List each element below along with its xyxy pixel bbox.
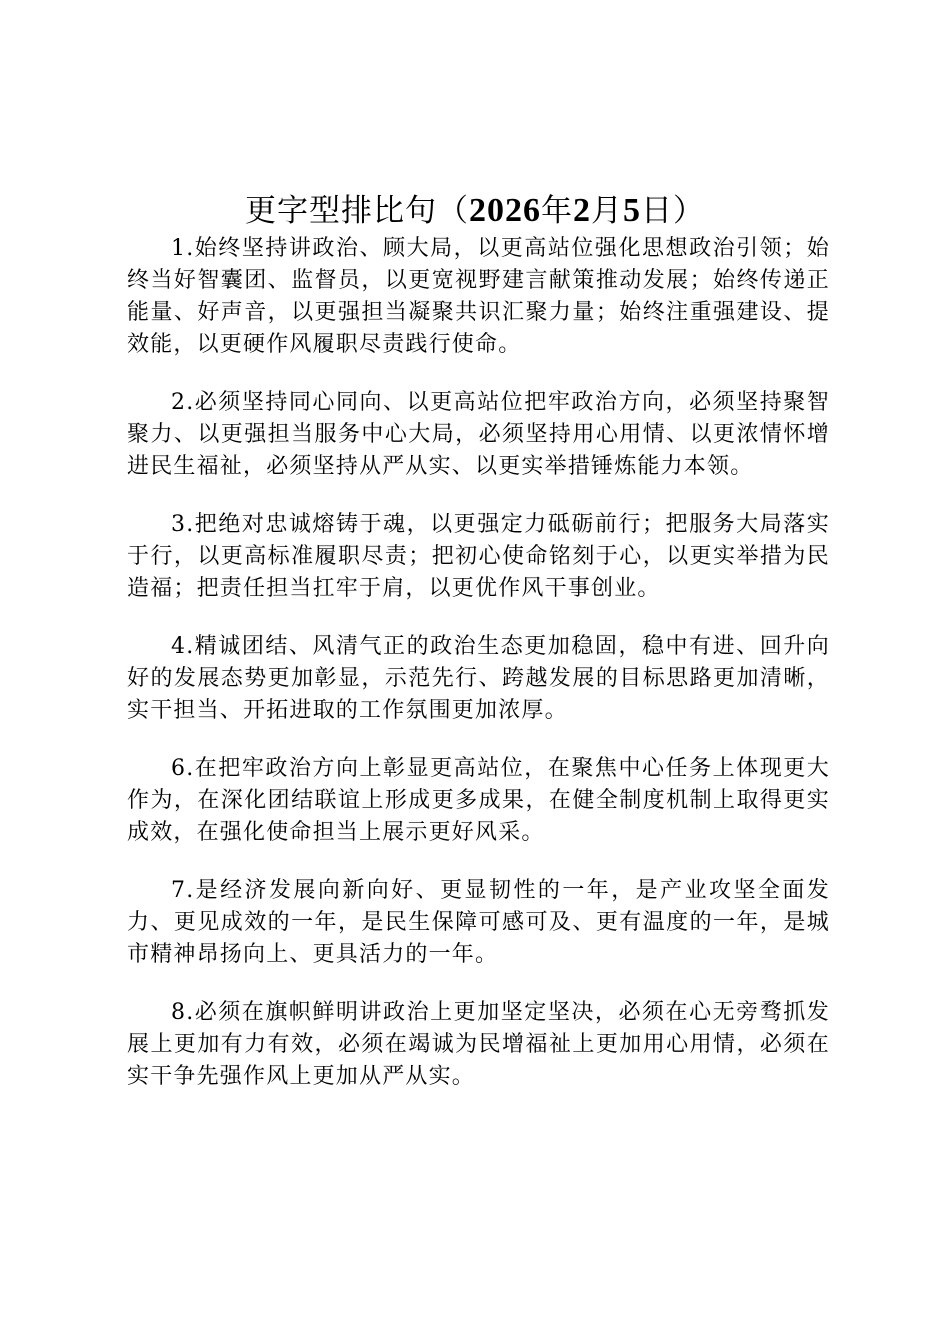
title-month: 2 bbox=[573, 191, 591, 229]
paragraph-4: 4.精诚团结、风清气正的政治生态更加稳固，稳中有进、回升向好的发展态势更加彰显，示范先行、跨越发展的目标思路更加清晰，实干担当、开拓进取的工作氛围更加浓厚。 bbox=[127, 634, 830, 723]
paragraph-1: 1.始终坚持讲政治、顾大局，以更高站位强化思想政治引领；始终当好智囊团、监督员，以更宽视野建言献策推动发展；始终传递正能量、好声音，以更强担当凝聚共识汇聚力量；始终注重强建设、提效能，以更硬作风履职尽责践行使命。 bbox=[127, 236, 830, 357]
title-prefix: 更字型排比句（ bbox=[245, 192, 469, 229]
paragraph-2: 2.必须坚持同心同向、以更高站位把牢政治方向，必须坚持聚智聚力、以更强担当服务中心大局，必须坚持用心用情、以更浓情怀增进民生福祉，必须坚持从严从实、以更实举措锤炼能力本领。 bbox=[127, 390, 830, 479]
paragraph-6: 6.在把牢政治方向上彰显更高站位，在聚焦中心任务上体现更大作为，在深化团结联谊上形成更多成果，在健全制度机制上取得更实成效，在强化使命担当上展示更好风采。 bbox=[127, 756, 830, 845]
paragraph-8: 8.必须在旗帜鲜明讲政治上更加坚定坚决，必须在心无旁骛抓发展上更加有力有效，必须在竭诚为民增福祉上更加用心用情，必须在实干争先强作风上更加从严从实。 bbox=[127, 1000, 830, 1089]
document-body bbox=[127, 233, 830, 1119]
paragraph-7: 7.是经济发展向新向好、更显韧性的一年，是产业攻坚全面发力、更见成效的一年，是民生保障可感可及、更有温度的一年，是城市精神昂扬向上、更具活力的一年。 bbox=[127, 878, 830, 967]
title-year: 2026 bbox=[469, 191, 541, 229]
title-day: 5 bbox=[623, 191, 641, 229]
title-day-unit: 日） bbox=[641, 192, 705, 229]
paragraph-3: 3.把绝对忠诚熔铸于魂，以更强定力砥砺前行；把服务大局落实于行，以更高标准履职尽责；把初心使命铭刻于心，以更实举措为民造福；把责任担当扛牢于肩，以更优作风干事创业。 bbox=[127, 512, 830, 601]
title-year-unit: 年 bbox=[541, 192, 573, 229]
title-month-unit: 月 bbox=[591, 192, 623, 229]
document-title bbox=[0, 189, 950, 233]
